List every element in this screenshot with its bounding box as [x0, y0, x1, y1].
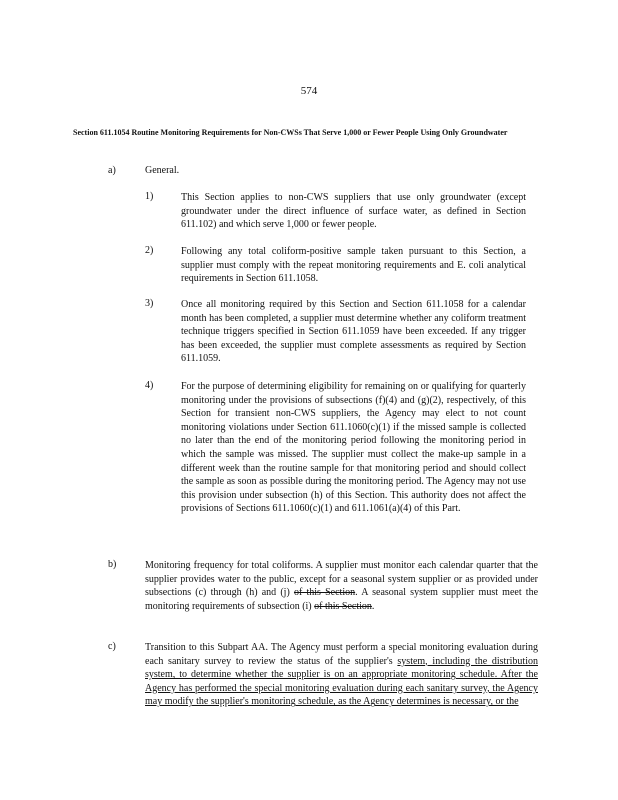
subsection-c-text-1: Transition to this Subpart AA. The Agency must perform a special monitoring evaluation during each sanitary survey to review the status of the supplier's	[145, 642, 538, 667]
item-a3-label: 3)	[145, 298, 154, 309]
subsection-b-text-2: . A seasonal system supplier must meet the monitoring requirements of subsection (i)	[145, 587, 539, 612]
subsection-c-text	[145, 641, 538, 709]
page-number: 574	[300, 85, 318, 97]
item-a2-text: Following any total coliform-positive sample taken pursuant to this Section, a supplier must comply with the repeat monitoring requirements and E. coli analytical requirements in Section 611.1058.	[181, 246, 526, 285]
deleted-text-2: of this Section	[314, 600, 372, 612]
item-a4-text: For the purpose of determining eligibility for remaining on or qualifying for quarterly monitoring under the provisions of subsections (f)(4) and (g)(2), respectively, of this Section for transient non-CWS suppliers, the Agency may elect to not count monitoring violations under Section 611.1060(c)(1) if the missed sample is collected no later than the end of the monitoring period following the monitoring period in which the sample was missed. The supplier must collect the make-up sample in a different week than the routine sample for that monitoring period and should collect the sample as soon as possible during the monitoring period. The Agency may not use this provision under subsection (h) of this Section. This authority does not affect the provisions of Sections 611.1060(c)(1) and 611.1061(a)(4) of this Part.	[181, 381, 526, 515]
subsection-c-label: c)	[108, 641, 116, 652]
item-a4-label: 4)	[145, 380, 154, 391]
item-a3-text: Once all monitoring required by this Section and Section 611.1058 for a calendar month has been completed, a supplier must determine whether any coliform treatment technique triggers specified in Section 611.1059 have been exceeded. If any trigger has been exceeded, the supplier must complete assessments as required by Section 611.1059.	[181, 299, 526, 365]
subsection-b-text	[145, 559, 538, 613]
subsection-a-heading: General.	[145, 165, 180, 176]
subsection-b-label: b)	[108, 559, 117, 570]
item-a2-label: 2)	[145, 245, 154, 256]
subsection-b-text-3: .	[371, 600, 375, 612]
deleted-text-1: of this Section	[293, 587, 356, 599]
subsection-a-label: a)	[108, 165, 116, 176]
subsection-b-text-1: Monitoring frequency for total coliforms. A supplier must monitor each calendar quarter that the supplier provides water to the public, except for a seasonal system supplier or as provided under subsections (c) through (h) and (j)	[145, 560, 538, 599]
section-title: Section 611.1054 Routine Monitoring Requirements for Non-CWSs That Serve 1,000 or Fewer People Using Only Groundwater	[73, 128, 508, 137]
added-text: system, including the distribution system, to determine whether the supplier is on an appropriate monitoring schedule. After the Agency has performed the special monitoring evaluation during each sanitary survey, the Agency may modify the supplier's monitoring schedule, as the Agency determines is necessary, or the	[145, 655, 538, 708]
item-a1-text: This Section applies to non-CWS suppliers that use only groundwater (except groundwater under the direct influence of surface water, as defined in Section 611.102) and which serve 1,000 or fewer people.	[181, 192, 526, 231]
item-a1-label: 1)	[145, 191, 154, 202]
